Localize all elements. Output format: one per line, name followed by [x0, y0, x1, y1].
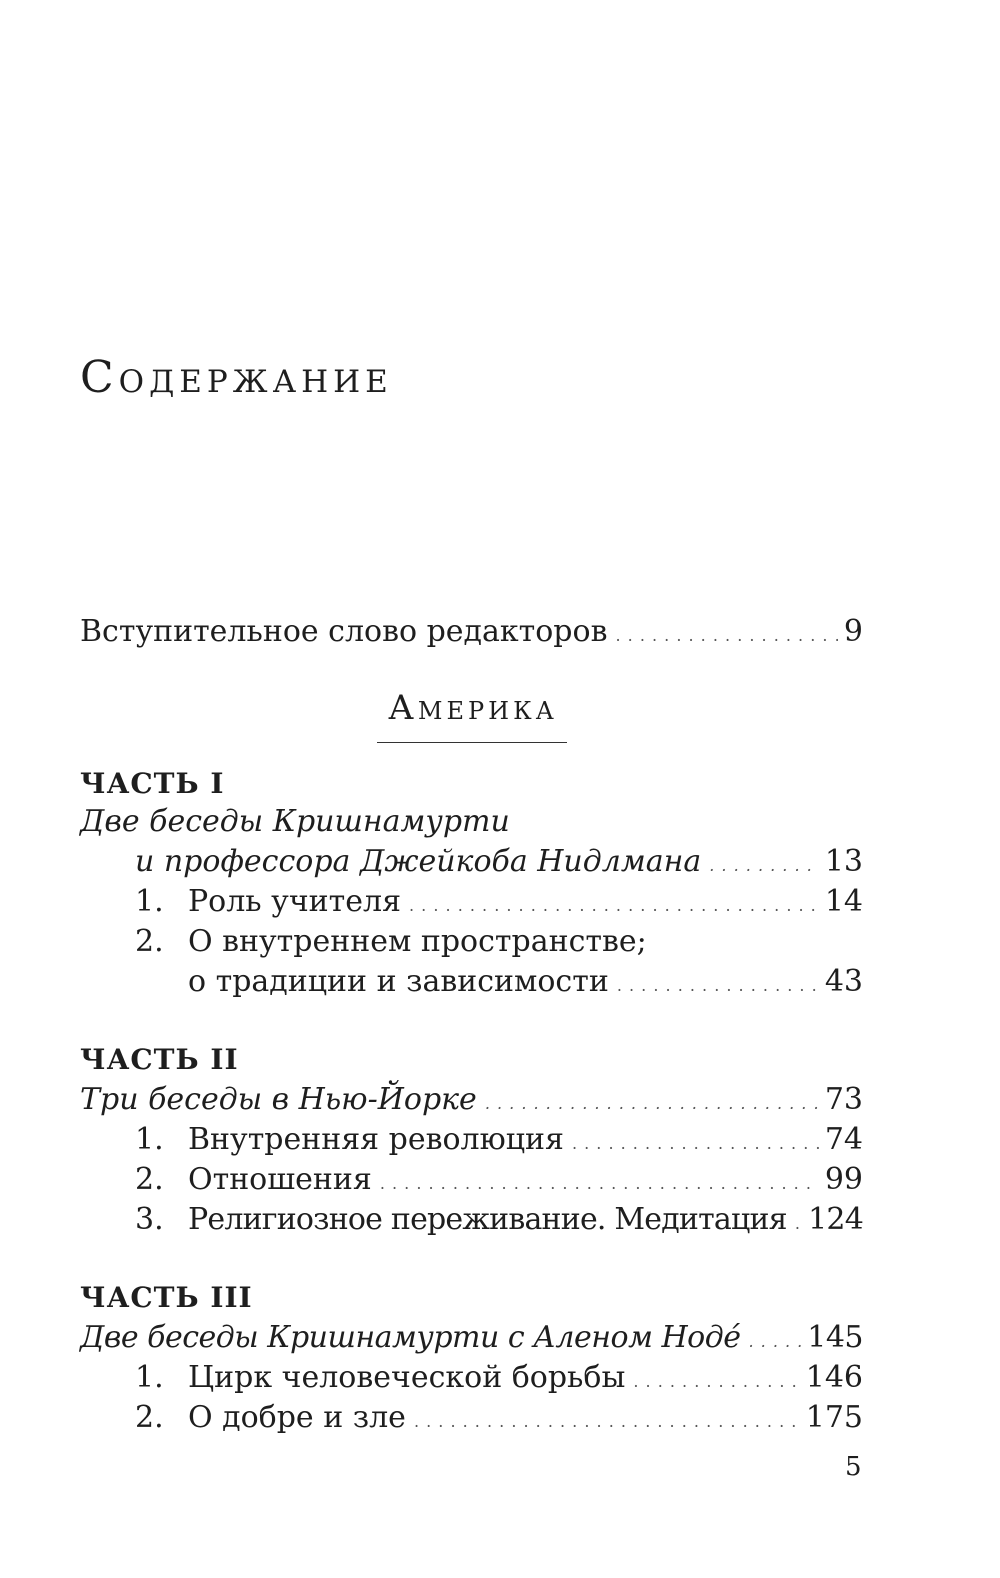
- toc-entry-page: 73: [824, 1082, 863, 1117]
- toc-entry-part-3[interactable]: [80, 1318, 863, 1362]
- leader-dots: [615, 616, 837, 656]
- leader-dots: [795, 1204, 802, 1244]
- toc-entry-page: 99: [824, 1162, 863, 1197]
- part-heading: ЧАСТЬ I: [80, 767, 225, 800]
- leader-dots: [572, 1124, 819, 1164]
- toc-entry-label: Две беседы Кришнамурти с Аленом Нодé: [80, 1320, 741, 1355]
- toc-entry-part-2[interactable]: [80, 1080, 863, 1124]
- leader-dots: [709, 846, 819, 886]
- leader-dots: [414, 1402, 800, 1442]
- toc-entry-label: о традиции и зависимости: [188, 964, 609, 999]
- toc-entry-page: 124: [808, 1202, 863, 1237]
- leader-dots: [617, 966, 819, 1006]
- item-number: 2.: [135, 1162, 164, 1197]
- part-subtitle: Две беседы Кришнамурти: [80, 804, 510, 839]
- toc-entry-label: О внутреннем пространстве;: [188, 924, 647, 959]
- toc-entry[interactable]: [188, 1120, 863, 1164]
- toc-entry-page: 145: [807, 1320, 863, 1355]
- toc-entry-page: 13: [824, 844, 863, 879]
- leader-dots: [485, 1084, 819, 1124]
- page-number: 5: [845, 1452, 862, 1482]
- part-heading: ЧАСТЬ II: [80, 1043, 239, 1076]
- section-divider: [377, 742, 567, 743]
- toc-entry-page: 146: [805, 1360, 863, 1395]
- item-number: 1.: [135, 884, 164, 919]
- toc-entry-label: Три беседы в Нью-Йорке: [80, 1082, 477, 1117]
- toc-entry-label: Внутренняя революция: [188, 1122, 564, 1157]
- item-number: 2.: [135, 924, 164, 959]
- toc-entry-part-1[interactable]: [135, 842, 863, 886]
- leader-dots: [380, 1164, 819, 1204]
- toc-entry-label: Религиозное переживание. Медитация: [188, 1202, 787, 1237]
- toc-entry-label: Цирк человеческой борьбы: [188, 1360, 626, 1395]
- item-number: 1.: [135, 1122, 164, 1157]
- toc-entry-label: Отношения: [188, 1162, 372, 1197]
- toc-entry-label: Роль учителя: [188, 884, 401, 919]
- toc-entry-label: Вступительное слово редакторов: [80, 614, 608, 649]
- leader-dots: [409, 886, 819, 926]
- part-heading: ЧАСТЬ III: [80, 1281, 253, 1314]
- toc-entry-intro[interactable]: [80, 612, 863, 656]
- toc-entry-label: и профессора Джейкоба Нидлмана: [135, 844, 702, 879]
- toc-entry-page: 14: [824, 884, 863, 919]
- toc-entry-label: О добре и зле: [188, 1400, 406, 1435]
- toc-entry-page: 175: [805, 1400, 863, 1435]
- toc-entry[interactable]: [188, 1200, 863, 1244]
- toc-entry[interactable]: [188, 882, 863, 926]
- item-number: 3.: [135, 1202, 164, 1237]
- toc-entry[interactable]: [188, 1160, 863, 1204]
- toc-entry[interactable]: [188, 962, 863, 1006]
- toc-entry-page: 74: [824, 1122, 863, 1157]
- item-number: 2.: [135, 1400, 164, 1435]
- toc-entry-page: 9: [843, 614, 863, 649]
- toc-entry-page: 43: [824, 964, 863, 999]
- toc-entry[interactable]: [188, 1358, 863, 1402]
- page-title: Содержание: [80, 352, 393, 403]
- toc-entry[interactable]: [188, 1398, 863, 1442]
- item-number: 1.: [135, 1360, 164, 1395]
- leader-dots: [633, 1362, 799, 1402]
- leader-dots: [748, 1322, 801, 1362]
- section-heading: Америка: [388, 688, 558, 728]
